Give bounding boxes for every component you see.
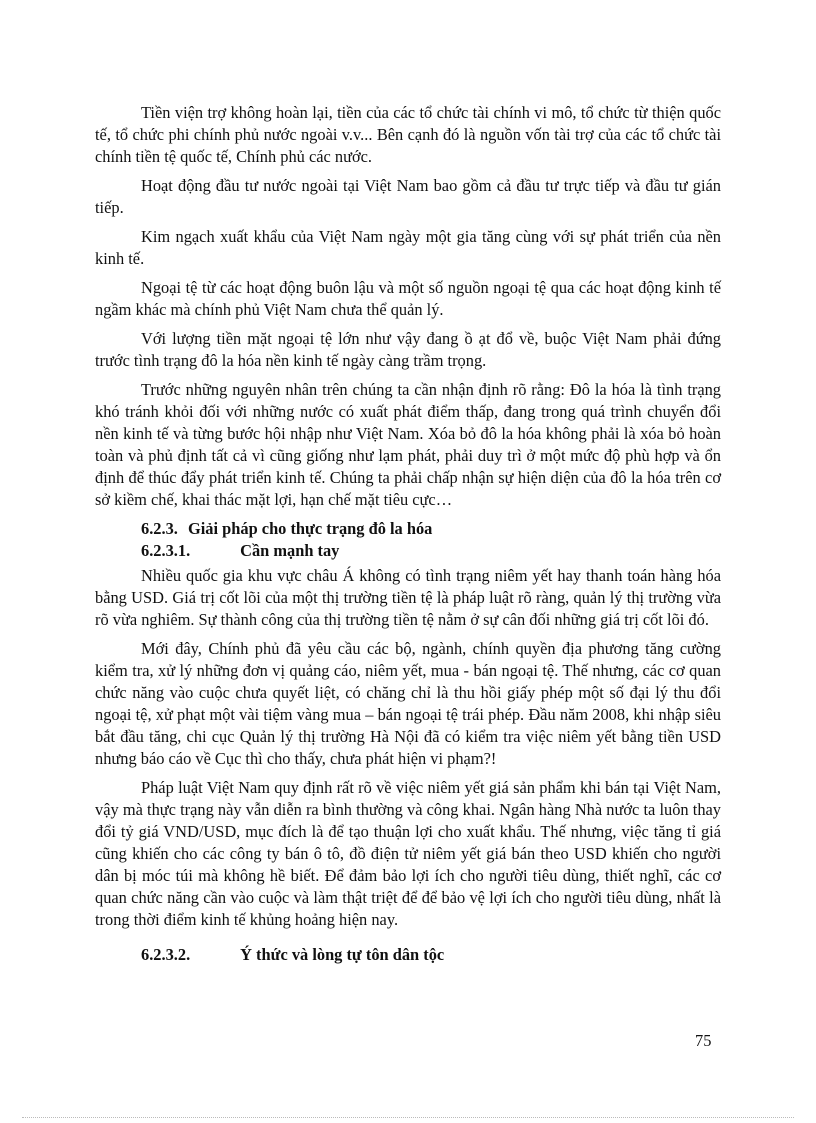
section-number: 6.2.3.: [141, 519, 178, 538]
page-bottom-border: [22, 1117, 794, 1118]
subsection-heading: [95, 938, 721, 966]
paragraph: Tiền viện trợ không hoàn lại, tiền của các tổ chức tài chính vi mô, tổ chức từ thiện quốc tế, tổ chức phi chính phủ nước ngoài v.v... Bên cạnh đó là nguồn vốn tài trợ của các tổ chức tài chính tiền tệ quốc tế, Chính phủ các nước.: [95, 103, 721, 166]
page-number: 75: [695, 1031, 712, 1050]
paragraph: Nhiều quốc gia khu vực châu Á không có tình trạng niêm yết hay thanh toán hàng hóa bằng USD. Giá trị cốt lõi của một thị trường tiền tệ là pháp luật rõ ràng, quản lý thị trường vừa rõ vừa nghiêm. Sự thành công của thị trường tiền tệ nằm ở sự cân đối những giá trị cốt lõi đó.: [95, 566, 721, 629]
paragraph: Với lượng tiền mặt ngoại tệ lớn như vậy đang ồ ạt đổ về, buộc Việt Nam phải đứng trước tình trạng đô la hóa nền kinh tế ngày càng trầm trọng.: [95, 329, 721, 370]
subsection-title: Cần mạnh tay: [240, 541, 340, 560]
paragraph: Hoạt động đầu tư nước ngoài tại Việt Nam bao gồm cả đầu tư trực tiếp và đầu tư gián tiếp.: [95, 176, 721, 217]
section-heading: [95, 518, 721, 540]
paragraph: Kim ngạch xuất khẩu của Việt Nam ngày một gia tăng cùng với sự phát triển của nền kinh tế.: [95, 227, 721, 268]
paragraph: Mới đây, Chính phủ đã yêu cầu các bộ, ngành, chính quyền địa phương tăng cường kiểm tra, xử lý những đơn vị quảng cáo, niêm yết, mua - bán ngoại tệ. Thế nhưng, các cơ quan chức năng vào cuộc chưa quyết liệt, có chăng chỉ là thu hồi giấy phép một số đại lý thu đổi ngoại tệ, xử phạt một vài tiệm vàng mua – bán ngoại tệ trái phép. Đầu năm 2008, khi nhập siêu bắt đầu tăng, chi cục Quản lý thị trường Hà Nội đã có kiểm tra việc niêm yết bằng tiền USD nhưng báo cáo về Cục thì cho thấy, chưa phát hiện vi phạm?!: [95, 639, 721, 768]
subsection-number: 6.2.3.1.: [141, 541, 191, 560]
paragraph: Trước những nguyên nhân trên chúng ta cần nhận định rõ rằng: Đô la hóa là tình trạng khó tránh khỏi đối với những nước có xuất phát điểm thấp, đang trong quá trình chuyển đổi nền kinh tế và từng bước hội nhập như Việt Nam. Xóa bỏ đô la hóa không phải là xóa bỏ hoàn toàn và phủ định tất cả vì cũng giống như lạm phát, phải duy trì ở một mức độ phù hợp và ổn định để thúc đẩy phát triển kinh tế. Chúng ta phải chấp nhận sự hiện diện của đô la hóa trên cơ sở kiềm chế, khai thác mặt lợi, hạn chế mặt tiêu cực…: [95, 380, 721, 509]
subsection-title: Ý thức và lòng tự tôn dân tộc: [240, 945, 445, 964]
section-title: Giải pháp cho thực trạng đô la hóa: [188, 519, 433, 538]
paragraph: Pháp luật Việt Nam quy định rất rõ về việc niêm yết giá sản phẩm khi bán tại Việt Nam, vậy mà thực trạng này vẫn diễn ra bình thường và công khai. Ngân hàng Nhà nước ta luôn thay đổi tỷ giá VND/USD, mục đích là để tạo thuận lợi cho xuất khẩu. Thế nhưng, việc tăng tỉ giá cũng khiến cho các công ty bán ô tô, đồ điện tử niêm yết giá bán theo USD khiến cho người dân bị móc túi mà không hề biết. Để đảm bảo lợi ích cho người tiêu dùng, thiết nghĩ, các cơ quan chức năng cần vào cuộc và làm thật triệt để để bảo vệ lợi ích cho người tiêu dùng, nhất là trong thời điểm kinh tế khủng hoảng hiện nay.: [95, 778, 721, 929]
subsection-number: 6.2.3.2.: [141, 945, 191, 964]
page-content: [95, 102, 721, 966]
subsection-heading: [95, 540, 721, 562]
paragraph: Ngoại tệ từ các hoạt động buôn lậu và một số nguồn ngoại tệ qua các hoạt động kinh tế ngầm khác mà chính phủ Việt Nam chưa thể quản lý.: [95, 278, 721, 319]
